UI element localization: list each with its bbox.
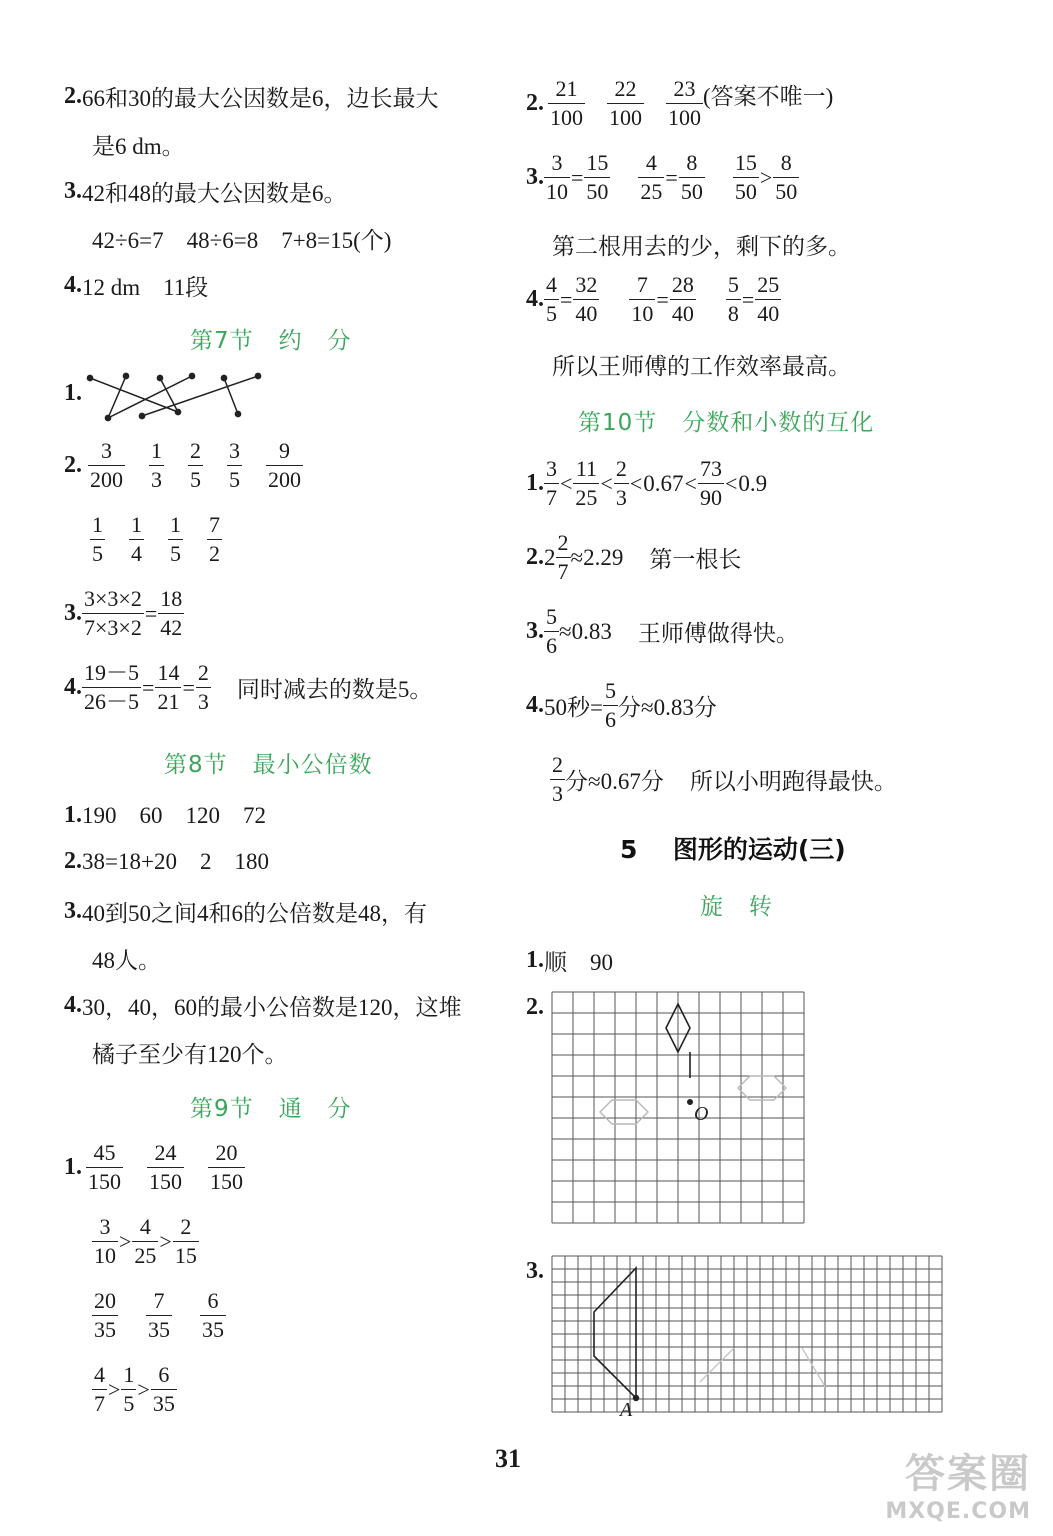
fraction: $\frac{5}{8}$ [727, 272, 739, 326]
left-q4-line: 4. 12 dm 11段 [64, 269, 208, 302]
fraction: $\frac{19-5}{26-5}$ [84, 660, 140, 714]
match-line [108, 376, 126, 418]
fraction: $\frac{6}{35}$ [202, 1288, 224, 1342]
fraction: $\frac{21}{100}$ [550, 76, 583, 130]
section-8-title: 第8节 最小公倍数 [164, 752, 373, 778]
match-line [142, 376, 258, 416]
fraction: $\frac{2}{15}$ [174, 1214, 197, 1268]
right-q4-text: 所以王师傅的工作效率最高。 [552, 354, 851, 379]
rotation-grid-q2 [550, 990, 810, 1236]
sec8-q1: 1. 190 60 120 72 [64, 802, 266, 828]
fraction: $\frac{7}{35}$ [148, 1288, 170, 1342]
fraction: $\frac{73}{90}$ [699, 456, 722, 510]
sec10-q2: 2. 2 $\frac{2}{7}$ ≈2.29 第一根长 [526, 530, 742, 584]
fraction: $\frac{3}{10}$ [94, 1214, 116, 1268]
sec9-q1-row1: 1. $\frac{45}{150}$ $\frac{24}{150}$ $\frac{20}{150}$ [64, 1140, 243, 1194]
fraction: $\frac{4}{25}$ [134, 1214, 157, 1268]
fraction: $\frac{3}{10}$ [546, 150, 568, 204]
fraction: $\frac{8}{50}$ [775, 150, 798, 204]
fraction: $\frac{8}{50}$ [680, 150, 703, 204]
rotation-q3-number: 3. [526, 1258, 544, 1284]
fraction: $\frac{25}{40}$ [757, 272, 780, 326]
center-point-o [687, 1099, 693, 1105]
fraction: $\frac{1}{3}$ [151, 438, 162, 492]
point-a [633, 1395, 639, 1401]
sec10-q4-line2: $\frac{2}{3}$ 分≈0.67分 所以小明跑得最快。 [552, 752, 897, 806]
fraction: $\frac{6}{35}$ [152, 1362, 175, 1416]
fraction: $\frac{15}{50}$ [586, 150, 609, 204]
fraction: $\frac{1}{5}$ [170, 512, 181, 566]
fraction: $\frac{3}{200}$ [90, 438, 123, 492]
fraction: $\frac{9}{200}$ [268, 438, 301, 492]
fraction: $\frac{5}{6}$ [604, 678, 616, 732]
fraction: $\frac{3\times 3\times 2}{7\times 3\times 2}$ [84, 586, 142, 640]
rhombus-rotated-left [600, 1100, 648, 1124]
left-q3-text1: 42和48的最大公因数是6。 [82, 181, 347, 206]
fraction: $\frac{14}{21}$ [157, 660, 180, 714]
fraction: $\frac{15}{50}$ [734, 150, 757, 204]
left-q3-line1: 3. 42和48的最大公因数是6。 [64, 175, 347, 208]
rotation-q1: 1. 顺 90 [526, 947, 613, 975]
sec9-q1-row4: $\frac{4}{7}$ > $\frac{1}{5}$ > $\frac{6}{35}$ [94, 1362, 175, 1416]
sec10-q3: 3. $\frac{5}{6}$ ≈0.83 王师傅做得快。 [526, 604, 799, 658]
fraction: $\frac{23}{100}$ [668, 76, 701, 130]
sec8-q4-line2: 橘子至少有120个。 [92, 1042, 288, 1067]
fraction: $\frac{3}{5}$ [229, 438, 240, 492]
fraction: $\frac{7}{10}$ [631, 272, 654, 326]
page-number: 31 [495, 1444, 521, 1473]
right-q3-text: 第二根用去的少，剩下的多。 [552, 234, 851, 259]
watermark: 答案圈 MXQE.COM [885, 1451, 1031, 1524]
chapter-number: 5 [620, 835, 638, 864]
subsection-rotation: 旋 转 [700, 894, 773, 920]
right-q4: 4. $\frac{4}{5}$ = $\frac{32}{40}$ $\frac{7}{10}$ = $\frac{28}{40}$ $\frac{5}{8}$ = $\frac{25}{40}$ [526, 272, 780, 326]
sec7-q4: 4. $\frac{19-5}{26-5}$ = $\frac{14}{21}$ = $\frac{2}{3}$ 同时减去的数是5。 [64, 660, 433, 714]
fraction: $\frac{24}{150}$ [149, 1140, 182, 1194]
sec7-q2-row1: 2. $\frac{3}{200}$ $\frac{1}{3}$ $\frac{2}{5}$ $\frac{3}{5}$ $\frac{9}{200}$ [64, 438, 301, 492]
center-label-o: O [694, 1103, 709, 1125]
section-7-title: 第7节 约 分 [190, 328, 352, 354]
right-q2: 2. $\frac{21}{100}$ $\frac{22}{100}$ $\frac{23}{100}$ (答案不唯一) [526, 76, 834, 130]
sec8-q3-line2: 48人。 [92, 948, 161, 973]
sec8-q3: 3. 40到50之间4和6的公倍数是48，有 [64, 898, 427, 926]
sec8-q4: 4. 30，40，60的最小公倍数是120，这堆 [64, 992, 462, 1020]
fraction: $\frac{28}{40}$ [671, 272, 694, 326]
rotation-grid-q3 [550, 1252, 944, 1420]
fraction: $\frac{2}{3}$ [197, 660, 209, 714]
left-q2-line1: 2. 66和30的最大公因数是6，边长最大 [64, 80, 439, 113]
section-10-title: 第10节 分数和小数的互化 [578, 410, 875, 436]
left-q2-text2: 是6 dm。 [92, 134, 185, 159]
fraction: $\frac{1}{4}$ [131, 512, 142, 566]
sec7-q2-row2 [90, 514, 222, 565]
sec8-q2: 2. 38=18+20 2 180 [64, 848, 269, 874]
sec7-q3: 3. $\frac{3\times 3\times 2}{7\times 3\times 2}$ = $\frac{18}{42}$ [64, 586, 183, 640]
fraction: $\frac{45}{150}$ [88, 1140, 121, 1194]
fraction: $\frac{7}{2}$ [209, 512, 220, 566]
fraction: $\frac{5}{6}$ [546, 604, 557, 658]
matching-lines-diagram [82, 372, 272, 424]
fraction: $\frac{4}{25}$ [640, 150, 663, 204]
rotation-q2-number: 2. [526, 994, 544, 1020]
fraction: $\frac{18}{42}$ [160, 586, 183, 640]
section-9-title: 第9节 通 分 [190, 1096, 352, 1122]
fraction: $\frac{4}{5}$ [546, 272, 557, 326]
right-q3: 3. $\frac{3}{10}$ = $\frac{15}{50}$ $\frac{4}{25}$ = $\frac{8}{50}$ $\frac{15}{50}$ > $\frac{8}{50}$ [526, 150, 798, 204]
fraction: $\frac{1}{5}$ [123, 1362, 135, 1416]
fraction: $\frac{3}{7}$ [546, 456, 557, 510]
fraction: $\frac{4}{7}$ [94, 1362, 105, 1416]
fraction: $\frac{1}{5}$ [92, 512, 103, 566]
sec9-q1-row2: $\frac{3}{10}$ > $\frac{4}{25}$ > $\frac{2}{15}$ [94, 1214, 197, 1268]
match-line [90, 378, 178, 412]
sec10-q4: 4. 50秒= $\frac{5}{6}$ 分≈0.83分 [526, 678, 717, 732]
faint-rotated-line [802, 1348, 826, 1388]
fraction: $\frac{11}{25}$ [575, 456, 598, 510]
fraction: $\frac{2}{5}$ [190, 438, 201, 492]
fraction: $\frac{22}{100}$ [609, 76, 642, 130]
fraction: $\frac{32}{40}$ [575, 272, 598, 326]
left-q4-text: 12 dm 11段 [82, 275, 209, 300]
fraction: $\frac{2}{7}$ [557, 530, 569, 584]
fraction: $\frac{2}{3}$ [615, 456, 627, 510]
fraction: $\frac{2}{3}$ [552, 752, 563, 806]
fraction: $\frac{20}{35}$ [94, 1288, 116, 1342]
chapter-title: 图形的运动(三) [672, 835, 846, 864]
sec10-q1: 1. $\frac{3}{7}$ < $\frac{11}{25}$ < $\frac{2}{3}$ < 0.67 < $\frac{73}{90}$ < 0.9 [526, 456, 768, 510]
faint-rotated-line [700, 1348, 734, 1382]
left-q2-text1: 66和30的最大公因数是6，边长最大 [82, 86, 439, 111]
sec9-q1-row3 [92, 1290, 226, 1341]
chapter-heading [620, 830, 846, 866]
fraction: $\frac{20}{150}$ [210, 1140, 243, 1194]
label-a: A [620, 1399, 633, 1420]
left-q3-text2: 42÷6=7 48÷6=8 7+8=15(个) [92, 228, 392, 253]
sec7-q1: 1. [64, 380, 82, 406]
